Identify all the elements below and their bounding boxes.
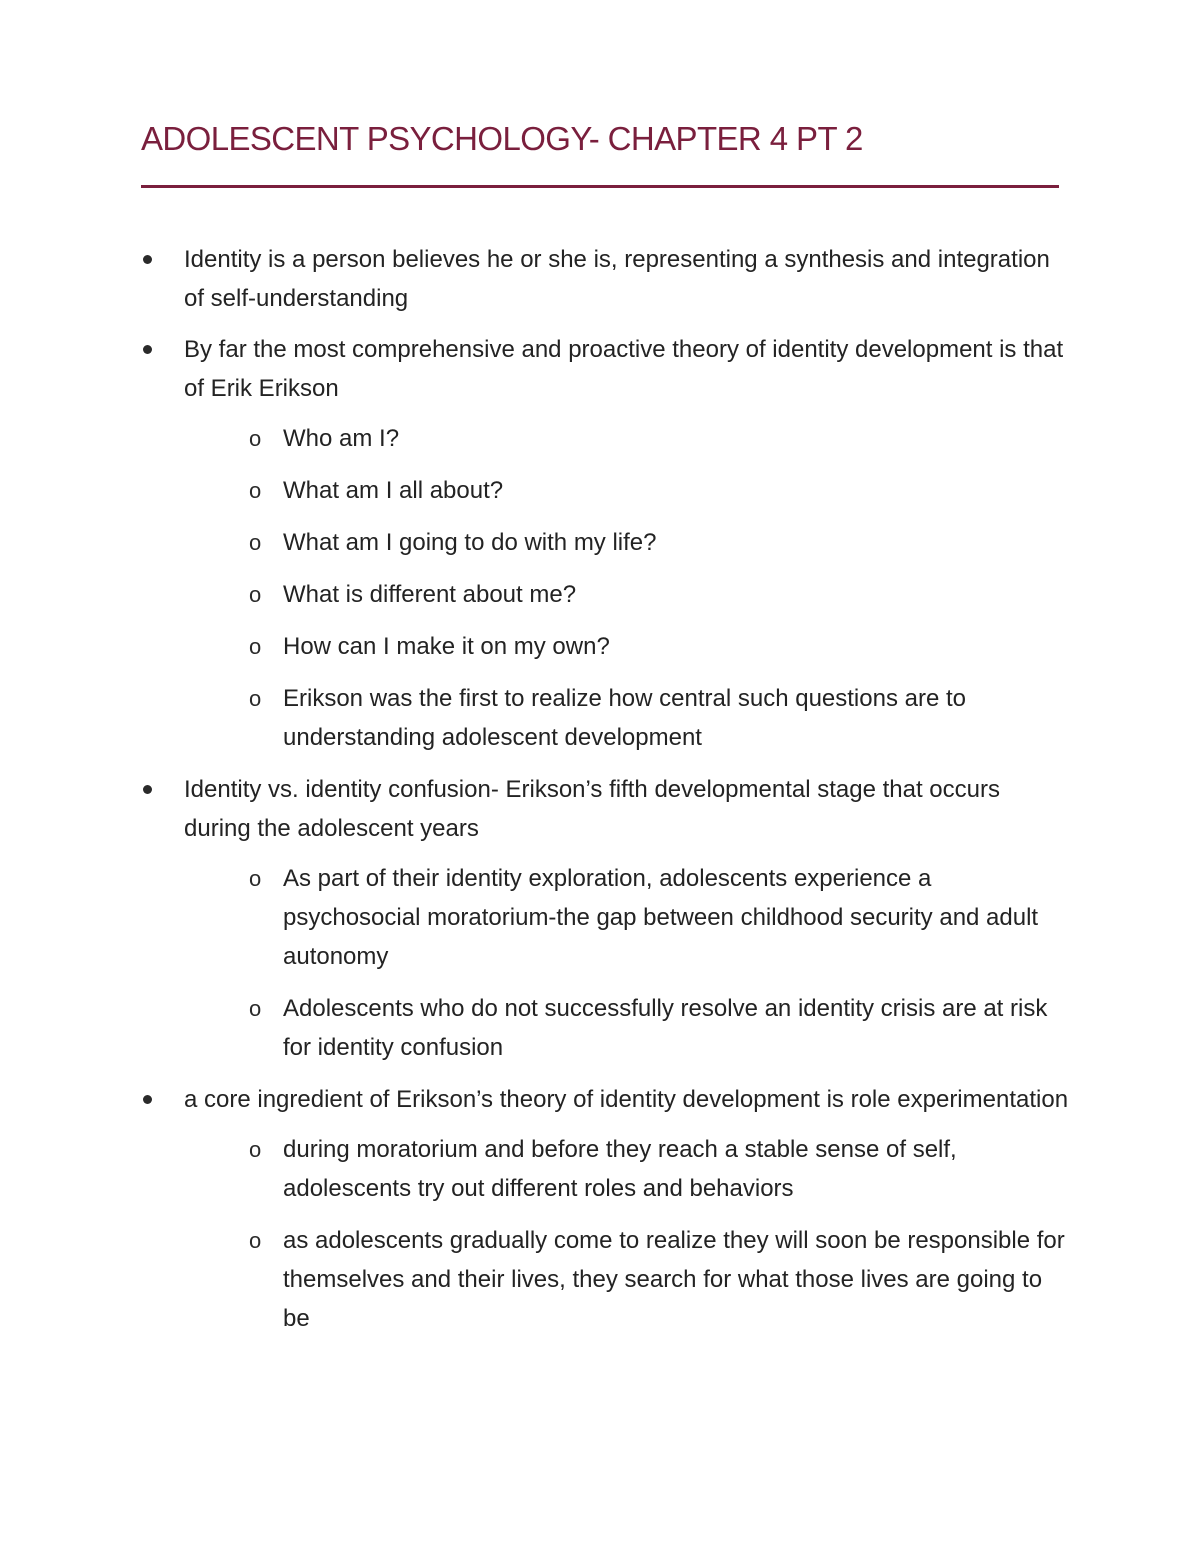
circle-bullet-icon: o (249, 582, 262, 607)
sub-bullet-item (141, 1130, 1071, 1208)
sub-bullet-text: Adolescents who do not successfully resolve an identity crisis are at risk for identity confusion (283, 995, 1048, 1061)
bullet-text: By far the most comprehensive and proactive theory of identity development is that of Erik Erikson (184, 336, 1064, 402)
sub-bullet-text: What am I all about? (283, 477, 504, 504)
bullet-icon (143, 785, 152, 794)
circle-bullet-icon: o (249, 996, 262, 1021)
sub-bullet-item (141, 419, 1071, 458)
bullet-item (141, 770, 1071, 1067)
bullet-text: a core ingredient of Erikson’s theory of identity development is role experimentation (184, 1086, 1069, 1113)
sub-bullet-text: Erikson was the first to realize how central such questions are to understanding adolescent development (283, 685, 966, 751)
bullet-text: Identity vs. identity confusion- Erikson’s fifth developmental stage that occurs during the adolescent years (184, 776, 1000, 842)
page-title: ADOLESCENT PSYCHOLOGY- CHAPTER 4 PT 2 (141, 120, 863, 157)
sub-bullet-list (141, 419, 1071, 757)
sub-bullet-text: How can I make it on my own? (283, 633, 610, 660)
sub-bullet-list (141, 1130, 1071, 1338)
sub-bullet-list (141, 859, 1071, 1067)
sub-bullet-item (141, 627, 1071, 666)
sub-bullet-text: What is different about me? (283, 581, 577, 608)
circle-bullet-icon: o (249, 478, 262, 503)
sub-bullet-text: during moratorium and before they reach a stable sense of self, adolescents try out different roles and behaviors (283, 1136, 957, 1202)
bullet-item (141, 1080, 1071, 1338)
sub-bullet-text: What am I going to do with my life? (283, 529, 657, 556)
sub-bullet-item (141, 471, 1071, 510)
bullet-text: Identity is a person believes he or she is, representing a synthesis and integration of self-understanding (184, 246, 1050, 312)
sub-bullet-item (141, 575, 1071, 614)
circle-bullet-icon: o (249, 686, 262, 711)
bullet-item (141, 240, 1071, 318)
circle-bullet-icon: o (249, 866, 262, 891)
sub-bullet-item (141, 859, 1071, 976)
sub-bullet-text: As part of their identity exploration, adolescents experience a psychosocial moratorium-the gap between childhood security and adult autonomy (283, 865, 1039, 970)
bullet-item (141, 330, 1071, 757)
sub-bullet-item (141, 679, 1071, 757)
bullet-icon (143, 255, 152, 264)
circle-bullet-icon: o (249, 1137, 262, 1162)
bullet-list (141, 240, 1071, 1351)
sub-bullet-item (141, 523, 1071, 562)
sub-bullet-text: as adolescents gradually come to realize they will soon be responsible for themselves and their lives, they search for what those lives are going to be (283, 1227, 1065, 1332)
bullet-icon (143, 345, 152, 354)
title-divider (141, 185, 1059, 188)
circle-bullet-icon: o (249, 426, 262, 451)
circle-bullet-icon: o (249, 1228, 262, 1253)
bullet-icon (143, 1095, 152, 1104)
sub-bullet-item (141, 989, 1071, 1067)
circle-bullet-icon: o (249, 530, 262, 555)
circle-bullet-icon: o (249, 634, 262, 659)
sub-bullet-item (141, 1221, 1071, 1338)
sub-bullet-text: Who am I? (283, 425, 400, 452)
